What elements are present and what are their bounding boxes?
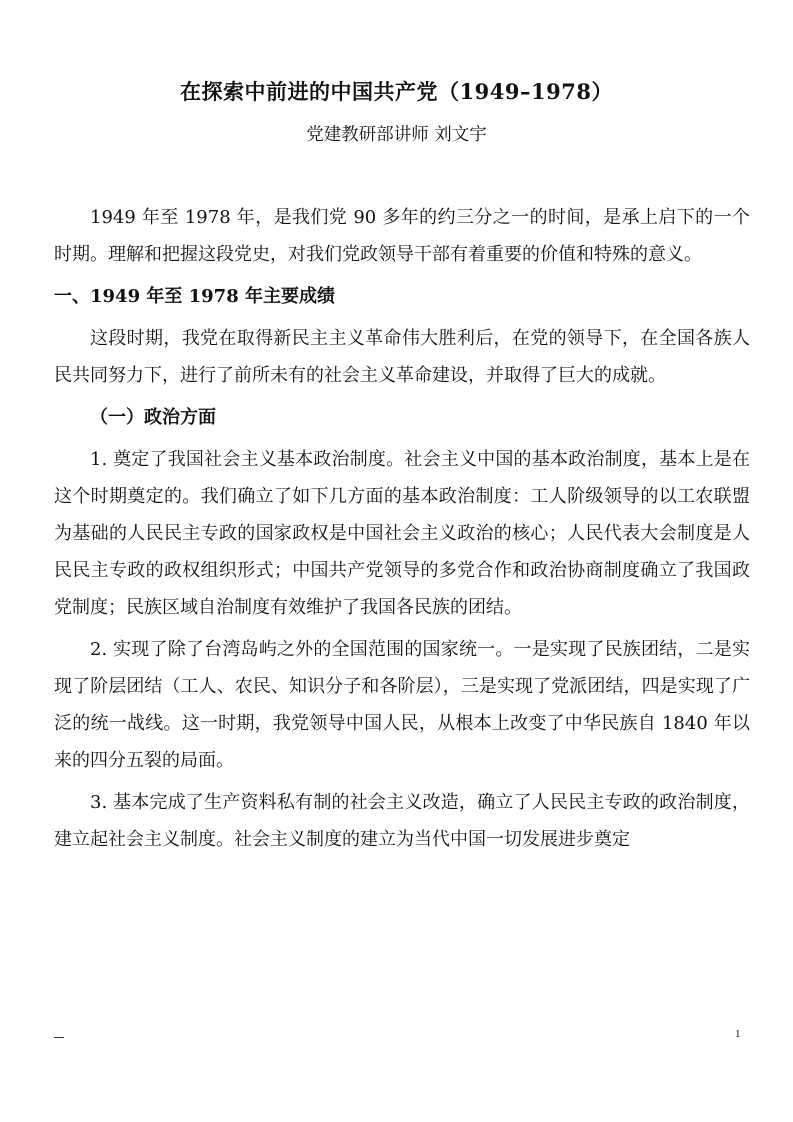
document-author: 党建教研部讲师 刘文宇 <box>306 125 487 145</box>
list-item-3: 3. 基本完成了生产资料私有制的社会主义改造，确立了人民民主专政的政治制度，建立起社会主义制度。社会主义制度的建立为当代中国一切发展进步奠定 <box>54 792 750 850</box>
intro-paragraph: 1949 年至 1978 年，是我们党 90 多年的约三分之一的时间，是承上启下的一个时期。理解和把握这段党史，对我们党政领导干部有着重要的价值和特殊的意义。 <box>54 207 750 265</box>
footer-dash <box>54 1037 64 1038</box>
section-paragraph: 这段时期，我党在取得新民主主义革命伟大胜利后，在党的领导下，在全国各族人民共同努力下，进行了前所未有的社会主义革命建设，并取得了巨大的成就。 <box>54 328 750 386</box>
list-item-1: 1. 奠定了我国社会主义基本政治制度。社会主义中国的基本政治制度，基本上是在这个时期奠定的。我们确立了如下几方面的基本政治制度：工人阶级领导的以工农联盟为基础的人民民主专政的国家政权是中国社会主义政治的核心；人民代表大会制度是人民民主专政的政权组织形式；中国共产党领导的多党合作和政治协商制度确立了我国政党制度；民族区域自治制度有效维护了我国各民族的团结。 <box>54 449 750 618</box>
document-body <box>54 199 750 863</box>
list-item-2: 2. 实现了除了台湾岛屿之外的全国范围的国家统一。一是实现了民族团结，二是实现了阶层团结（工人、农民、知识分子和各阶层），三是实现了党派团结，四是实现了广泛的统一战线。这一时期，我党领导中国人民，从根本上改变了中华民族自 1840 年以来的四分五裂的局面。 <box>54 639 750 771</box>
subsection-heading: （一）政治方面 <box>90 407 216 428</box>
page-number: 1 <box>735 1028 741 1040</box>
document-title: 在探索中前进的中国共产党（1949–1978） <box>180 79 613 104</box>
section-heading: 一、1949 年至 1978 年主要成绩 <box>54 286 335 307</box>
